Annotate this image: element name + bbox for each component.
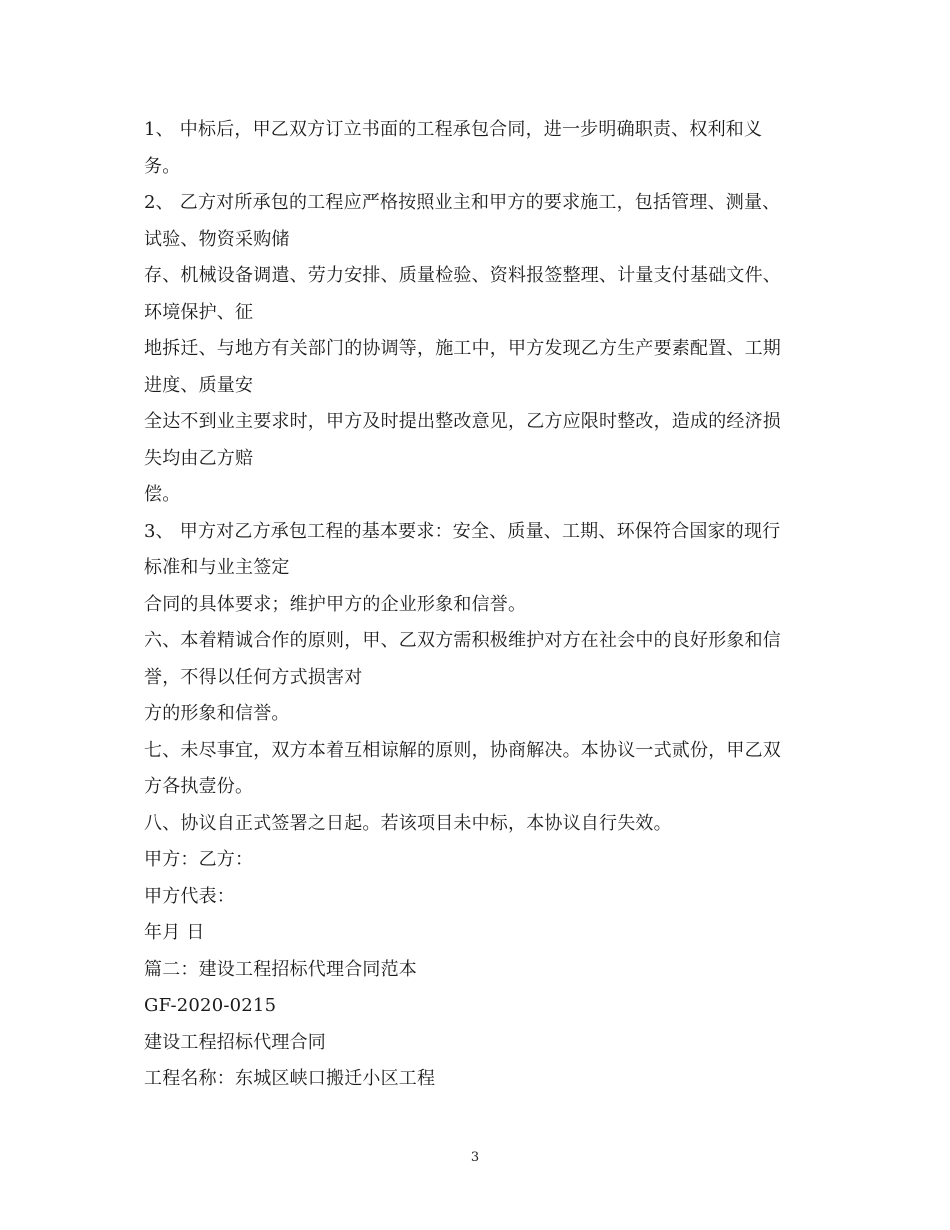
text-line: 甲方代表：	[144, 885, 235, 907]
text-line: GF-2020-0215	[144, 995, 277, 1016]
text-line: 进度、质量安	[144, 374, 254, 396]
text-line: 环境保护、征	[144, 301, 254, 323]
document-body	[144, 112, 812, 1098]
text-line: 偿。	[144, 484, 181, 505]
text-line: 1、 中标后，甲乙双方订立书面的工程承包合同，进一步明确职责、权利和义	[144, 119, 763, 140]
text-line: 工程名称：东城区峡口搬迁小区工程	[144, 1068, 436, 1089]
text-line: 试验、物资采购储	[144, 228, 290, 250]
text-line: 标准和与业主签定	[144, 557, 290, 578]
text-line: 甲方：乙方：	[144, 849, 254, 870]
text-line: 六、本着精诚合作的原则，甲、乙双方需积极维护对方在社会中的良好形象和信	[144, 630, 781, 651]
text-line: 誉，不得以任何方式损害对	[144, 666, 363, 688]
text-line: 失均由乙方赔	[144, 447, 254, 469]
text-line: 八、协议自正式签署之日起。若该项目未中标，本协议自行失效。	[144, 812, 672, 834]
text-line: 方的形象和信誉。	[144, 703, 290, 724]
text-line: 篇二：建设工程招标代理合同范本	[144, 958, 417, 980]
text-line: 建设工程招标代理合同	[144, 1031, 326, 1053]
text-line: 3、 甲方对乙方承包工程的基本要求：安全、质量、工期、环保符合国家的现行	[144, 520, 781, 542]
text-line: 七、未尽事宜，双方本着互相谅解的原则，协商解决。本协议一式贰份，甲乙双	[144, 739, 781, 761]
text-line: 地拆迁、与地方有关部门的协调等，施工中，甲方发现乙方生产要素配置、工期	[144, 338, 781, 359]
text-line: 方各执壹份。	[144, 776, 254, 797]
text-line: 存、机械设备调遣、劳力安排、质量检验、资料报签整理、计量支付基础文件、	[144, 265, 781, 286]
text-line: 务。	[144, 155, 181, 177]
page-number: 3	[470, 1150, 480, 1165]
text-line: 合同的具体要求；维护甲方的企业形象和信誉。	[144, 593, 527, 615]
text-line: 全达不到业主要求时，甲方及时提出整改意见，乙方应限时整改，造成的经济损	[144, 411, 781, 432]
text-line: 年月 日	[144, 922, 205, 943]
text-line: 2、 乙方对所承包的工程应严格按照业主和甲方的要求施工，包括管理、测量、	[144, 192, 781, 213]
